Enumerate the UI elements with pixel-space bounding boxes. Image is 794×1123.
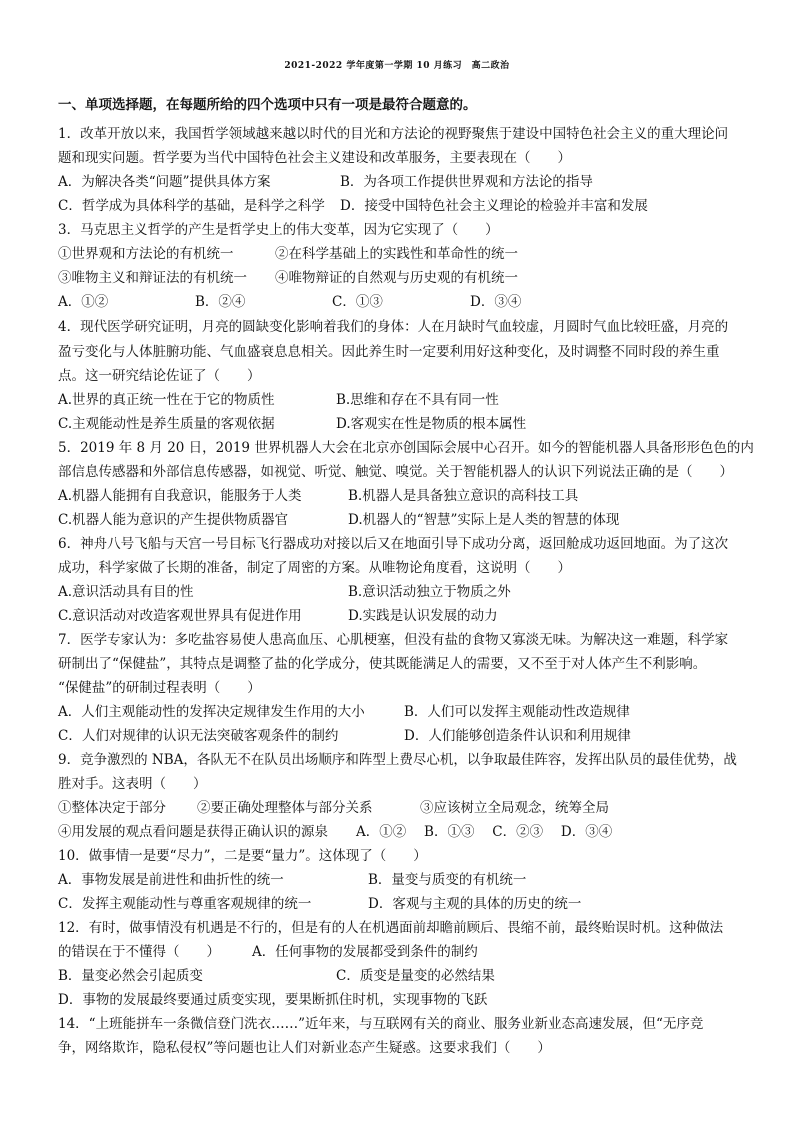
q7-option-a: A．人们主观能动性的发挥决定规律发生作用的大小	[58, 704, 365, 720]
q9-stem-line-1: 9．竞争激烈的 NBA，各队无不在队员出场顺序和阵型上费尽心机，以争取最佳阵容，发挥出队员的最佳优势，战	[58, 752, 737, 768]
q12-stem-line-2: 的错误在于不懂得（ ）	[58, 944, 220, 960]
q12-stem-line-1: 12．有时，做事情没有机遇是不行的，但是有的人在机遇面前却瞻前顾后、畏缩不前，最终贻误时机。这种做法	[58, 920, 724, 936]
q3-option-d: D．③④	[470, 294, 522, 310]
q3-stem: 3．马克思主义哲学的产生是哲学史上的伟大变革，因为它实现了（ ）	[58, 222, 499, 238]
q7-stem-line-2: 研制出了“保健盐”，其特点是调整了盐的化学成分，使其既能满足人的需要，又不至于对人体产生不利影响。	[58, 656, 707, 672]
q12-option-c: C．质变是量变的必然结果	[336, 968, 495, 984]
q4-stem-line-1: 4．现代医学研究证明，月亮的圆缺变化影响着我们的身体：人在月缺时气血较虚，月圆时气血比较旺盛，月亮的	[58, 319, 729, 335]
q1-option-c: C．哲学成为具体科学的基础，是科学之科学	[58, 198, 325, 214]
q4-stem-line-3: 点。这一研究结论佐证了（ ）	[58, 368, 261, 384]
q10-option-b: B．量变与质变的有机统一	[368, 872, 527, 888]
q5-option-d: D.机器人的“智慧”实际上是人类的智慧的体现	[348, 512, 620, 528]
q10-stem: 10．做事情一是要“尽力”，二是要“量力”。这体现了（ ）	[58, 848, 427, 864]
q9-stem-line-2: 胜对手。这表明（ ）	[58, 776, 207, 792]
q5-option-b: B.机器人是具备独立意识的高科技工具	[348, 488, 579, 504]
q14-stem-line-2: 争，网络欺诈，隐私侵权”等问题也让人们对新业态产生疑惑。这要求我们（ ）	[58, 1040, 551, 1056]
q9-item-1: ①整体决定于部分	[58, 800, 166, 816]
q6-option-b: B.意识活动独立于物质之外	[348, 584, 511, 600]
q3-option-a: A．①②	[58, 294, 109, 310]
q6-stem-line-1: 6．神舟八号飞船与天宫一号目标飞行器成功对接以后又在地面引导下成功分离，返回舱成功返回地面。为了这次	[58, 536, 729, 552]
q4-option-b: B.思维和存在不具有同一性	[336, 392, 499, 408]
q5-stem-line-1: 5．2019 年 8 月 20 日，2019 世界机器人大会在北京亦创国际会展中心召开。如今的智能机器人具备形形色色的内	[58, 440, 754, 456]
q1-option-b: B．为各项工作提供世界观和方法论的指导	[340, 174, 593, 190]
q6-option-d: D.实践是认识发展的动力	[348, 608, 498, 624]
q9-item-3: ③应该树立全局观念，统筹全局	[420, 800, 609, 816]
q6-option-c: C.意识活动对改造客观世界具有促进作用	[58, 608, 302, 624]
q10-option-d: D．客观与主观的具体的历史的统一	[368, 896, 582, 912]
q7-option-b: B．人们可以发挥主观能动性改造规律	[404, 704, 630, 720]
q1-option-a: A．为解决各类“问题”提供具体方案	[58, 174, 271, 190]
q5-stem-line-2: 部信息传感器和外部信息传感器，如视觉、听觉、触觉、嗅觉。关于智能机器人的认识下列说法正确的是（ ）	[58, 464, 733, 480]
q12-option-b: B．量变必然会引起质变	[58, 968, 203, 984]
q3-item-4: ④唯物辩证的自然观与历史观的有机统一	[275, 270, 518, 286]
q10-option-a: A．事物发展是前进性和曲折性的统一	[58, 872, 284, 888]
q3-item-3: ③唯物主义和辩证法的有机统一	[58, 270, 247, 286]
q3-option-c: C．①③	[332, 294, 383, 310]
q7-stem-line-3: “保健盐”的研制过程表明（ ）	[58, 680, 261, 696]
q5-option-a: A.机器人能拥有自我意识，能服务于人类	[58, 488, 302, 504]
q6-stem-line-2: 成功，科学家做了长期的准备，制定了周密的方案。从唯物论角度看，这说明（ ）	[58, 560, 571, 576]
q12-option-d: D．事物的发展最终要通过质变实现，要果断抓住时机，实现事物的飞跃	[58, 992, 488, 1008]
q12-option-a: A．任何事物的发展都受到条件的制约	[252, 944, 478, 960]
q14-stem-line-1: 14．“上班能拼车一条微信登门洗衣……”近年来，与互联网有关的商业、服务业新业态高速发展，但“无序竞	[58, 1016, 704, 1032]
q3-item-1: ①世界观和方法论的有机统一	[58, 246, 234, 262]
q1-option-d: D．接受中国特色社会主义理论的检验并丰富和发展	[340, 198, 648, 214]
q9-item-4: ④用发展的观点看问题是获得正确认识的源泉	[58, 824, 328, 840]
q7-option-c: C．人们对规律的认识无法突破客观条件的制约	[58, 728, 339, 744]
section-heading: 一、单项选择题，在每题所给的四个选项中只有一项是最符合题意的。	[58, 97, 477, 113]
q9-answer-choices: A．①② B．①③ C．②③ D．③④	[356, 824, 613, 840]
q10-option-c: C．发挥主观能动性与尊重客观规律的统一	[58, 896, 312, 912]
q1-stem-line-1: 1．改革开放以来，我国哲学领域越来越以时代的目光和方法论的视野聚焦于建设中国特色社会主义的重大理论问	[58, 126, 729, 142]
q3-option-b: B．②④	[195, 294, 246, 310]
q7-option-d: D．人们能够创造条件认识和利用规律	[404, 728, 631, 744]
q3-item-2: ②在科学基础上的实践性和革命性的统一	[275, 246, 518, 262]
q9-item-2: ②要正确处理整体与部分关系	[197, 800, 373, 816]
page-title: 2021-2022 学年度第一学期 10 月练习 高二政治	[284, 61, 510, 71]
q1-stem-line-2: 题和现实问题。哲学要为当代中国特色社会主义建设和改革服务，主要表现在（ ）	[58, 150, 571, 166]
q5-option-c: C.机器人能为意识的产生提供物质器官	[58, 512, 289, 528]
q4-stem-line-2: 盈亏变化与人体脏腑功能、气血盛衰息息相关。因此养生时一定要利用好这种变化，及时调整不同时段的养生重	[58, 344, 720, 360]
q4-option-c: C.主观能动性是养生质量的客观依据	[58, 416, 275, 432]
q4-option-a: A.世界的真正统一性在于它的物质性	[58, 392, 275, 408]
q6-option-a: A.意识活动具有目的性	[58, 584, 194, 600]
q4-option-d: D.客观实在性是物质的根本属性	[336, 416, 527, 432]
q7-stem-line-1: 7．医学专家认为：多吃盐容易使人患高血压、心肌梗塞，但没有盐的食物又寡淡无味。为解决这一难题，科学家	[58, 632, 729, 648]
